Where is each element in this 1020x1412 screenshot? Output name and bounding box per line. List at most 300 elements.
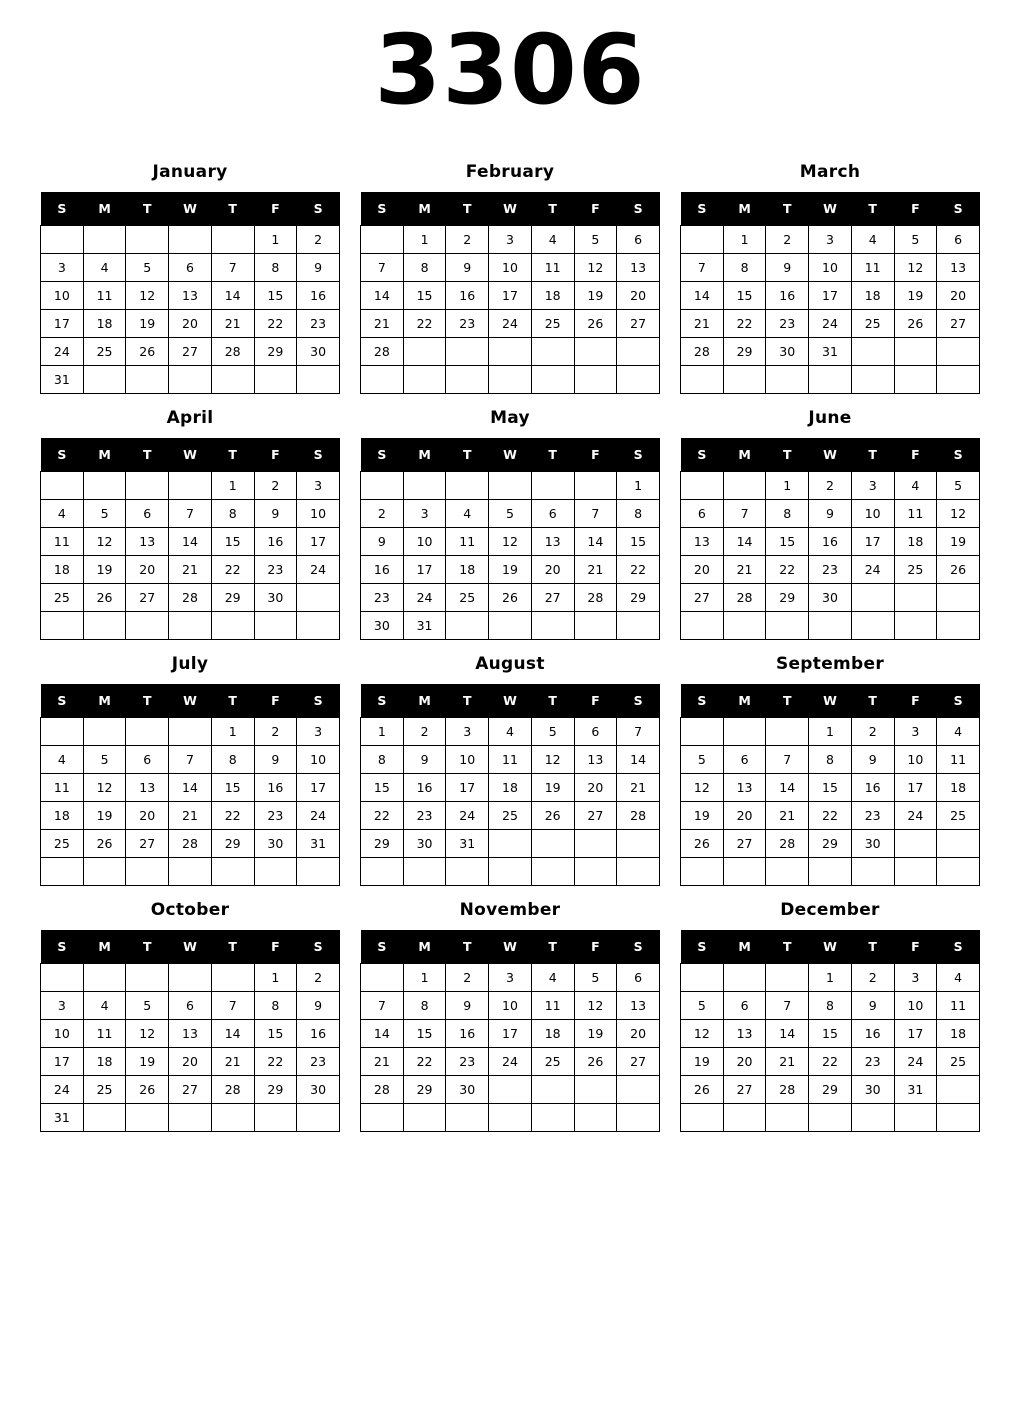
day-cell[interactable]: 3	[297, 472, 340, 500]
day-cell[interactable]: 22	[809, 1048, 852, 1076]
day-cell[interactable]: 27	[126, 830, 169, 858]
day-cell[interactable]: 24	[41, 1076, 84, 1104]
day-cell[interactable]: 17	[851, 528, 894, 556]
day-cell[interactable]: 2	[297, 964, 340, 992]
day-cell[interactable]: 17	[894, 774, 937, 802]
day-cell[interactable]: 19	[531, 774, 574, 802]
day-cell[interactable]: 4	[894, 472, 937, 500]
day-cell[interactable]: 20	[169, 1048, 212, 1076]
day-cell[interactable]: 16	[297, 1020, 340, 1048]
day-cell[interactable]: 3	[489, 226, 532, 254]
day-cell[interactable]: 21	[723, 556, 766, 584]
day-cell[interactable]: 20	[681, 556, 724, 584]
day-cell[interactable]: 25	[83, 338, 126, 366]
day-cell[interactable]: 27	[531, 584, 574, 612]
day-cell[interactable]: 24	[297, 556, 340, 584]
day-cell[interactable]: 5	[894, 226, 937, 254]
day-cell[interactable]: 27	[574, 802, 617, 830]
day-cell[interactable]: 7	[169, 500, 212, 528]
day-cell[interactable]: 18	[894, 528, 937, 556]
day-cell[interactable]: 7	[361, 254, 404, 282]
day-cell[interactable]: 14	[766, 774, 809, 802]
day-cell[interactable]: 3	[297, 718, 340, 746]
day-cell[interactable]: 28	[169, 584, 212, 612]
day-cell[interactable]: 13	[937, 254, 980, 282]
day-cell[interactable]: 11	[489, 746, 532, 774]
day-cell[interactable]: 27	[937, 310, 980, 338]
day-cell[interactable]: 29	[809, 830, 852, 858]
day-cell[interactable]: 31	[41, 1104, 84, 1132]
day-cell[interactable]: 7	[723, 500, 766, 528]
day-cell[interactable]: 5	[574, 226, 617, 254]
day-cell[interactable]: 11	[531, 254, 574, 282]
day-cell[interactable]: 15	[723, 282, 766, 310]
day-cell[interactable]: 9	[851, 992, 894, 1020]
day-cell[interactable]: 16	[851, 1020, 894, 1048]
day-cell[interactable]: 24	[894, 802, 937, 830]
day-cell[interactable]: 26	[681, 830, 724, 858]
day-cell[interactable]: 18	[41, 802, 84, 830]
day-cell[interactable]: 15	[254, 1020, 297, 1048]
day-cell[interactable]: 28	[211, 1076, 254, 1104]
day-cell[interactable]: 17	[297, 774, 340, 802]
day-cell[interactable]: 26	[126, 1076, 169, 1104]
day-cell[interactable]: 2	[254, 718, 297, 746]
day-cell[interactable]: 23	[446, 310, 489, 338]
day-cell[interactable]: 30	[254, 584, 297, 612]
day-cell[interactable]: 19	[681, 1048, 724, 1076]
day-cell[interactable]: 20	[169, 310, 212, 338]
day-cell[interactable]: 17	[489, 1020, 532, 1048]
day-cell[interactable]: 26	[894, 310, 937, 338]
day-cell[interactable]: 7	[169, 746, 212, 774]
day-cell[interactable]: 4	[83, 992, 126, 1020]
day-cell[interactable]: 26	[489, 584, 532, 612]
day-cell[interactable]: 11	[937, 992, 980, 1020]
day-cell[interactable]: 6	[126, 500, 169, 528]
day-cell[interactable]: 25	[83, 1076, 126, 1104]
day-cell[interactable]: 16	[851, 774, 894, 802]
day-cell[interactable]: 26	[83, 584, 126, 612]
day-cell[interactable]: 19	[83, 802, 126, 830]
day-cell[interactable]: 22	[809, 802, 852, 830]
day-cell[interactable]: 25	[937, 1048, 980, 1076]
day-cell[interactable]: 6	[169, 992, 212, 1020]
day-cell[interactable]: 29	[766, 584, 809, 612]
day-cell[interactable]: 13	[574, 746, 617, 774]
day-cell[interactable]: 22	[766, 556, 809, 584]
day-cell[interactable]: 29	[617, 584, 660, 612]
day-cell[interactable]: 14	[361, 1020, 404, 1048]
day-cell[interactable]: 16	[297, 282, 340, 310]
day-cell[interactable]: 22	[403, 310, 446, 338]
day-cell[interactable]: 10	[489, 254, 532, 282]
day-cell[interactable]: 23	[297, 310, 340, 338]
day-cell[interactable]: 14	[169, 528, 212, 556]
day-cell[interactable]: 16	[809, 528, 852, 556]
day-cell[interactable]: 30	[297, 1076, 340, 1104]
day-cell[interactable]: 23	[254, 802, 297, 830]
day-cell[interactable]: 13	[126, 774, 169, 802]
day-cell[interactable]: 7	[766, 992, 809, 1020]
day-cell[interactable]: 18	[83, 1048, 126, 1076]
day-cell[interactable]: 5	[489, 500, 532, 528]
day-cell[interactable]: 28	[169, 830, 212, 858]
day-cell[interactable]: 24	[41, 338, 84, 366]
day-cell[interactable]: 22	[211, 802, 254, 830]
day-cell[interactable]: 7	[617, 718, 660, 746]
day-cell[interactable]: 5	[126, 992, 169, 1020]
day-cell[interactable]: 13	[531, 528, 574, 556]
day-cell[interactable]: 3	[894, 964, 937, 992]
day-cell[interactable]: 15	[766, 528, 809, 556]
day-cell[interactable]: 23	[361, 584, 404, 612]
day-cell[interactable]: 29	[211, 830, 254, 858]
day-cell[interactable]: 17	[41, 310, 84, 338]
day-cell[interactable]: 7	[766, 746, 809, 774]
day-cell[interactable]: 31	[403, 612, 446, 640]
day-cell[interactable]: 14	[211, 282, 254, 310]
day-cell[interactable]: 20	[574, 774, 617, 802]
day-cell[interactable]: 11	[446, 528, 489, 556]
day-cell[interactable]: 5	[681, 746, 724, 774]
day-cell[interactable]: 4	[531, 226, 574, 254]
day-cell[interactable]: 8	[254, 992, 297, 1020]
day-cell[interactable]: 31	[297, 830, 340, 858]
day-cell[interactable]: 28	[361, 1076, 404, 1104]
day-cell[interactable]: 19	[937, 528, 980, 556]
day-cell[interactable]: 25	[894, 556, 937, 584]
day-cell[interactable]: 5	[681, 992, 724, 1020]
day-cell[interactable]: 10	[41, 282, 84, 310]
day-cell[interactable]: 1	[617, 472, 660, 500]
day-cell[interactable]: 14	[617, 746, 660, 774]
day-cell[interactable]: 1	[809, 964, 852, 992]
day-cell[interactable]: 9	[809, 500, 852, 528]
day-cell[interactable]: 16	[446, 1020, 489, 1048]
day-cell[interactable]: 21	[766, 1048, 809, 1076]
day-cell[interactable]: 7	[574, 500, 617, 528]
day-cell[interactable]: 19	[574, 282, 617, 310]
day-cell[interactable]: 26	[126, 338, 169, 366]
day-cell[interactable]: 6	[617, 964, 660, 992]
day-cell[interactable]: 29	[361, 830, 404, 858]
day-cell[interactable]: 22	[211, 556, 254, 584]
day-cell[interactable]: 29	[211, 584, 254, 612]
day-cell[interactable]: 24	[809, 310, 852, 338]
day-cell[interactable]: 10	[894, 746, 937, 774]
day-cell[interactable]: 3	[41, 992, 84, 1020]
day-cell[interactable]: 10	[894, 992, 937, 1020]
day-cell[interactable]: 25	[851, 310, 894, 338]
day-cell[interactable]: 1	[723, 226, 766, 254]
day-cell[interactable]: 30	[403, 830, 446, 858]
day-cell[interactable]: 8	[809, 992, 852, 1020]
day-cell[interactable]: 30	[361, 612, 404, 640]
day-cell[interactable]: 27	[126, 584, 169, 612]
day-cell[interactable]: 28	[766, 830, 809, 858]
day-cell[interactable]: 31	[809, 338, 852, 366]
day-cell[interactable]: 15	[361, 774, 404, 802]
day-cell[interactable]: 14	[211, 1020, 254, 1048]
day-cell[interactable]: 24	[297, 802, 340, 830]
day-cell[interactable]: 5	[126, 254, 169, 282]
day-cell[interactable]: 23	[851, 1048, 894, 1076]
day-cell[interactable]: 18	[446, 556, 489, 584]
day-cell[interactable]: 22	[254, 1048, 297, 1076]
day-cell[interactable]: 28	[211, 338, 254, 366]
day-cell[interactable]: 25	[41, 830, 84, 858]
day-cell[interactable]: 25	[937, 802, 980, 830]
day-cell[interactable]: 11	[894, 500, 937, 528]
day-cell[interactable]: 19	[83, 556, 126, 584]
day-cell[interactable]: 3	[894, 718, 937, 746]
day-cell[interactable]: 15	[617, 528, 660, 556]
day-cell[interactable]: 28	[723, 584, 766, 612]
day-cell[interactable]: 12	[126, 282, 169, 310]
day-cell[interactable]: 11	[83, 1020, 126, 1048]
day-cell[interactable]: 15	[254, 282, 297, 310]
day-cell[interactable]: 25	[489, 802, 532, 830]
day-cell[interactable]: 3	[489, 964, 532, 992]
day-cell[interactable]: 26	[531, 802, 574, 830]
day-cell[interactable]: 3	[809, 226, 852, 254]
day-cell[interactable]: 22	[403, 1048, 446, 1076]
day-cell[interactable]: 19	[894, 282, 937, 310]
day-cell[interactable]: 2	[297, 226, 340, 254]
day-cell[interactable]: 21	[361, 1048, 404, 1076]
day-cell[interactable]: 16	[254, 528, 297, 556]
day-cell[interactable]: 6	[723, 746, 766, 774]
day-cell[interactable]: 12	[83, 528, 126, 556]
day-cell[interactable]: 7	[211, 254, 254, 282]
day-cell[interactable]: 15	[809, 1020, 852, 1048]
day-cell[interactable]: 18	[41, 556, 84, 584]
day-cell[interactable]: 8	[723, 254, 766, 282]
day-cell[interactable]: 19	[126, 310, 169, 338]
day-cell[interactable]: 14	[169, 774, 212, 802]
day-cell[interactable]: 28	[574, 584, 617, 612]
day-cell[interactable]: 8	[403, 254, 446, 282]
day-cell[interactable]: 8	[617, 500, 660, 528]
day-cell[interactable]: 27	[723, 830, 766, 858]
day-cell[interactable]: 2	[851, 964, 894, 992]
day-cell[interactable]: 21	[211, 310, 254, 338]
day-cell[interactable]: 30	[297, 338, 340, 366]
day-cell[interactable]: 4	[851, 226, 894, 254]
day-cell[interactable]: 1	[766, 472, 809, 500]
day-cell[interactable]: 12	[681, 774, 724, 802]
day-cell[interactable]: 28	[617, 802, 660, 830]
day-cell[interactable]: 1	[809, 718, 852, 746]
day-cell[interactable]: 11	[937, 746, 980, 774]
day-cell[interactable]: 12	[681, 1020, 724, 1048]
day-cell[interactable]: 28	[361, 338, 404, 366]
day-cell[interactable]: 13	[723, 1020, 766, 1048]
day-cell[interactable]: 8	[809, 746, 852, 774]
day-cell[interactable]: 13	[681, 528, 724, 556]
day-cell[interactable]: 20	[617, 282, 660, 310]
day-cell[interactable]: 23	[403, 802, 446, 830]
day-cell[interactable]: 11	[851, 254, 894, 282]
day-cell[interactable]: 1	[211, 718, 254, 746]
day-cell[interactable]: 4	[937, 964, 980, 992]
day-cell[interactable]: 2	[446, 226, 489, 254]
day-cell[interactable]: 10	[403, 528, 446, 556]
day-cell[interactable]: 27	[723, 1076, 766, 1104]
day-cell[interactable]: 2	[403, 718, 446, 746]
day-cell[interactable]: 8	[254, 254, 297, 282]
day-cell[interactable]: 17	[446, 774, 489, 802]
day-cell[interactable]: 18	[937, 774, 980, 802]
day-cell[interactable]: 9	[297, 254, 340, 282]
day-cell[interactable]: 3	[851, 472, 894, 500]
day-cell[interactable]: 28	[681, 338, 724, 366]
day-cell[interactable]: 17	[297, 528, 340, 556]
day-cell[interactable]: 13	[169, 1020, 212, 1048]
day-cell[interactable]: 9	[254, 500, 297, 528]
day-cell[interactable]: 6	[574, 718, 617, 746]
day-cell[interactable]: 4	[937, 718, 980, 746]
day-cell[interactable]: 14	[574, 528, 617, 556]
day-cell[interactable]: 10	[446, 746, 489, 774]
day-cell[interactable]: 1	[361, 718, 404, 746]
day-cell[interactable]: 3	[41, 254, 84, 282]
day-cell[interactable]: 9	[766, 254, 809, 282]
day-cell[interactable]: 6	[126, 746, 169, 774]
day-cell[interactable]: 2	[361, 500, 404, 528]
day-cell[interactable]: 18	[531, 282, 574, 310]
day-cell[interactable]: 11	[531, 992, 574, 1020]
day-cell[interactable]: 17	[403, 556, 446, 584]
day-cell[interactable]: 21	[766, 802, 809, 830]
day-cell[interactable]: 17	[894, 1020, 937, 1048]
day-cell[interactable]: 21	[617, 774, 660, 802]
day-cell[interactable]: 7	[211, 992, 254, 1020]
day-cell[interactable]: 22	[723, 310, 766, 338]
day-cell[interactable]: 18	[531, 1020, 574, 1048]
day-cell[interactable]: 11	[41, 528, 84, 556]
day-cell[interactable]: 12	[937, 500, 980, 528]
day-cell[interactable]: 15	[403, 282, 446, 310]
day-cell[interactable]: 2	[851, 718, 894, 746]
day-cell[interactable]: 25	[41, 584, 84, 612]
day-cell[interactable]: 21	[574, 556, 617, 584]
day-cell[interactable]: 5	[937, 472, 980, 500]
day-cell[interactable]: 16	[766, 282, 809, 310]
day-cell[interactable]: 19	[489, 556, 532, 584]
day-cell[interactable]: 11	[83, 282, 126, 310]
day-cell[interactable]: 6	[681, 500, 724, 528]
day-cell[interactable]: 30	[851, 830, 894, 858]
day-cell[interactable]: 26	[574, 1048, 617, 1076]
day-cell[interactable]: 2	[766, 226, 809, 254]
day-cell[interactable]: 13	[126, 528, 169, 556]
day-cell[interactable]: 29	[254, 338, 297, 366]
day-cell[interactable]: 24	[489, 1048, 532, 1076]
day-cell[interactable]: 12	[83, 774, 126, 802]
day-cell[interactable]: 12	[894, 254, 937, 282]
day-cell[interactable]: 9	[446, 992, 489, 1020]
day-cell[interactable]: 30	[809, 584, 852, 612]
day-cell[interactable]: 19	[681, 802, 724, 830]
day-cell[interactable]: 17	[809, 282, 852, 310]
day-cell[interactable]: 13	[723, 774, 766, 802]
day-cell[interactable]: 10	[489, 992, 532, 1020]
day-cell[interactable]: 18	[851, 282, 894, 310]
day-cell[interactable]: 27	[617, 1048, 660, 1076]
day-cell[interactable]: 4	[41, 500, 84, 528]
day-cell[interactable]: 23	[851, 802, 894, 830]
day-cell[interactable]: 21	[169, 802, 212, 830]
day-cell[interactable]: 14	[361, 282, 404, 310]
day-cell[interactable]: 21	[211, 1048, 254, 1076]
day-cell[interactable]: 13	[617, 254, 660, 282]
day-cell[interactable]: 14	[766, 1020, 809, 1048]
day-cell[interactable]: 3	[403, 500, 446, 528]
day-cell[interactable]: 15	[211, 774, 254, 802]
day-cell[interactable]: 24	[851, 556, 894, 584]
day-cell[interactable]: 1	[403, 964, 446, 992]
day-cell[interactable]: 31	[41, 366, 84, 394]
day-cell[interactable]: 23	[446, 1048, 489, 1076]
day-cell[interactable]: 23	[766, 310, 809, 338]
day-cell[interactable]: 2	[446, 964, 489, 992]
day-cell[interactable]: 9	[361, 528, 404, 556]
day-cell[interactable]: 1	[254, 226, 297, 254]
day-cell[interactable]: 14	[723, 528, 766, 556]
day-cell[interactable]: 19	[126, 1048, 169, 1076]
day-cell[interactable]: 25	[531, 1048, 574, 1076]
day-cell[interactable]: 17	[489, 282, 532, 310]
day-cell[interactable]: 24	[894, 1048, 937, 1076]
day-cell[interactable]: 23	[809, 556, 852, 584]
day-cell[interactable]: 26	[574, 310, 617, 338]
day-cell[interactable]: 29	[254, 1076, 297, 1104]
day-cell[interactable]: 27	[681, 584, 724, 612]
day-cell[interactable]: 22	[361, 802, 404, 830]
day-cell[interactable]: 1	[254, 964, 297, 992]
day-cell[interactable]: 19	[574, 1020, 617, 1048]
day-cell[interactable]: 27	[169, 1076, 212, 1104]
day-cell[interactable]: 12	[489, 528, 532, 556]
day-cell[interactable]: 3	[446, 718, 489, 746]
day-cell[interactable]: 17	[41, 1048, 84, 1076]
day-cell[interactable]: 16	[446, 282, 489, 310]
day-cell[interactable]: 8	[361, 746, 404, 774]
day-cell[interactable]: 30	[851, 1076, 894, 1104]
day-cell[interactable]: 21	[169, 556, 212, 584]
day-cell[interactable]: 25	[531, 310, 574, 338]
day-cell[interactable]: 8	[766, 500, 809, 528]
day-cell[interactable]: 24	[403, 584, 446, 612]
day-cell[interactable]: 21	[681, 310, 724, 338]
day-cell[interactable]: 21	[361, 310, 404, 338]
day-cell[interactable]: 20	[937, 282, 980, 310]
day-cell[interactable]: 11	[41, 774, 84, 802]
day-cell[interactable]: 12	[126, 1020, 169, 1048]
day-cell[interactable]: 16	[403, 774, 446, 802]
day-cell[interactable]: 9	[446, 254, 489, 282]
day-cell[interactable]: 4	[531, 964, 574, 992]
day-cell[interactable]: 4	[489, 718, 532, 746]
day-cell[interactable]: 9	[403, 746, 446, 774]
day-cell[interactable]: 20	[531, 556, 574, 584]
day-cell[interactable]: 31	[446, 830, 489, 858]
day-cell[interactable]: 29	[403, 1076, 446, 1104]
day-cell[interactable]: 23	[254, 556, 297, 584]
day-cell[interactable]: 8	[403, 992, 446, 1020]
